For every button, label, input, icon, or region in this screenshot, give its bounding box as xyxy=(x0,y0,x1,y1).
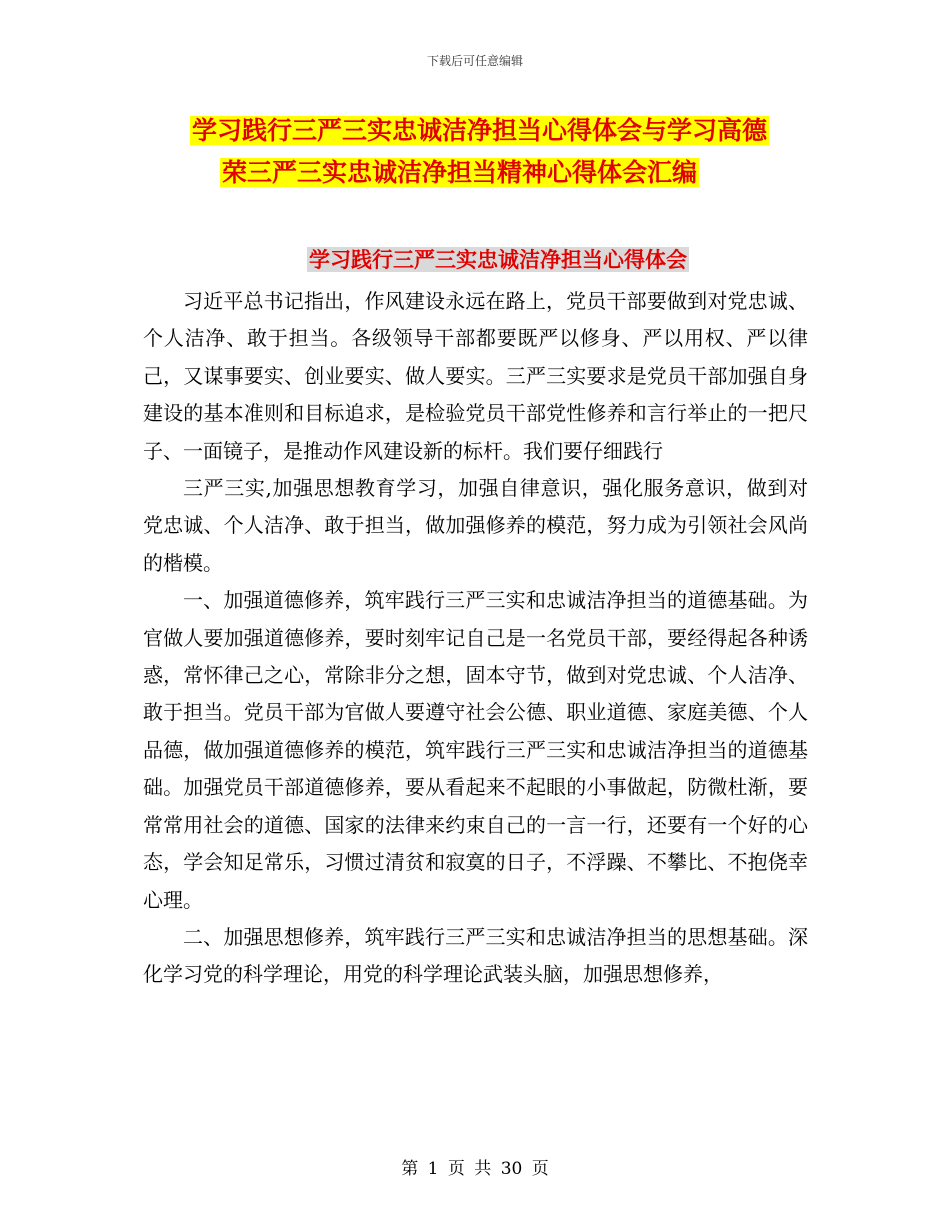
title-line-1: 学习践行三严三实忠诚洁净担当心得体会与学习高德 xyxy=(192,116,768,145)
body-paragraph: 一、加强道德修养，筑牢践行三严三实和忠诚洁净担当的道德基础。为官做人要加强道德修养，要时刻牢记自己是一名党员干部，要经得起各种诱惑，常怀律己之心，常除非分之想，固本守节，做到对党忠诚、个人洁净、敢于担当。党员干部为官做人要遵守社会公德、职业道德、家庭美德、个人品德，做加强道德修养的模范，筑牢践行三严三实和忠诚洁净担当的道德基础。加强党员干部道德修养，要从看起来不起眼的小事做起，防微杜渐，要常常用社会的道德、国家的法律来约束自己的一言一行，还要有一个好的心态，学会知足常乐，习惯过清贫和寂寞的日子，不浮躁、不攀比、不抱侥幸心理。 xyxy=(143,588,808,912)
body-paragraph: 三严三实,加强思想教育学习，加强自律意识，强化服务意识，做到对党忠诚、个人洁净、敢于担当，做加强修养的模范，努力成为引领社会风尚的楷模。 xyxy=(143,476,808,575)
section-title: 学习践行三严三实忠诚洁净担当心得体会 xyxy=(309,247,687,272)
title-line-2: 荣三严三实忠诚洁净担当精神心得体会汇编 xyxy=(222,158,698,187)
document-body xyxy=(143,283,808,994)
header-note: 下载后可任意编辑 xyxy=(426,54,523,68)
document-title xyxy=(190,110,820,194)
page-footer: 第 1 页 共 30 页 xyxy=(401,1159,549,1179)
body-paragraph: 习近平总书记指出，作风建设永远在路上，党员干部要做到对党忠诚、个人洁净、敢于担当。各级领导干部都要既严以修身、严以用权、严以律己，又谋事要实、创业要实、做人要实。三严三实要求是党员干部加强自身建设的基本准则和目标追求，是检验党员干部党性修养和言行举止的一把尺子、一面镜子，是推动作风建设新的标杆。我们要仔细践行 xyxy=(143,289,808,463)
body-paragraph: 二、加强思想修养，筑牢践行三严三实和忠诚洁净担当的思想基础。深化学习党的科学理论，用党的科学理论武装头脑，加强思想修养， xyxy=(143,924,808,987)
